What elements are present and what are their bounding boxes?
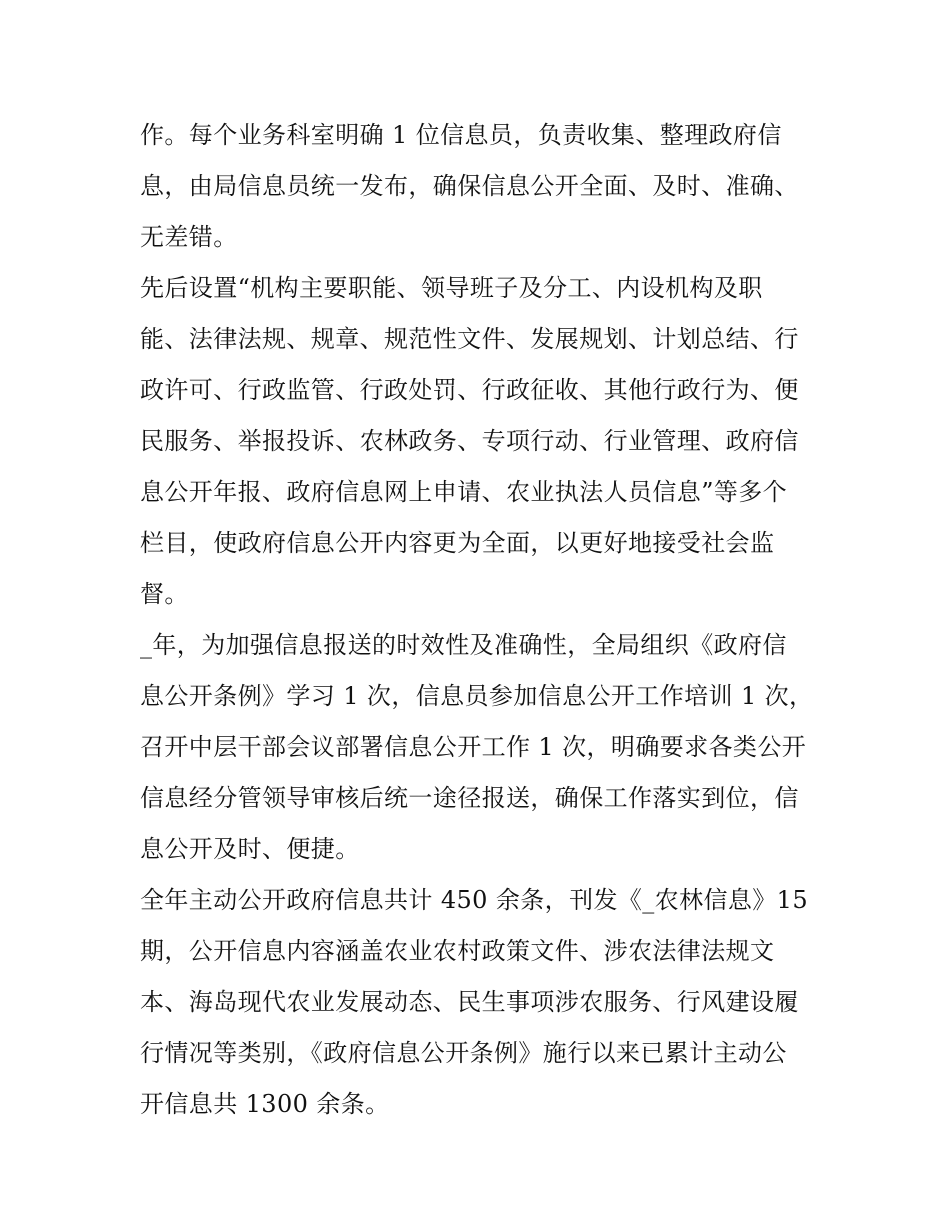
document-body [140,110,815,1130]
text-line: 息，由局信息员统一发布，确保信息公开全面、及时、准确、 [140,172,799,200]
text-line: 开信息共 1300 余条。 [140,1090,390,1118]
paragraph [140,263,815,620]
text-line: 期，公开信息内容涵盖农业农村政策文件、涉农法律法规文 [140,937,775,965]
paragraph [140,620,815,875]
paragraph [140,875,815,1130]
text-line: 无差错。 [140,223,238,251]
paragraph [140,110,815,263]
text-line: _年，为加强信息报送的时效性及准确性，全局组织《政府信 [140,631,787,659]
text-line: 行情况等类别，《政府信息公开条例》施行以来已累计主动公 [140,1039,787,1067]
text-line: 民服务、举报投诉、农林政务、专项行动、行业管理、政府信 [140,427,799,455]
text-line: 信息经分管领导审核后统一途径报送，确保工作落实到位，信 [140,784,799,812]
text-line: 栏目，使政府信息公开内容更为全面，以更好地接受社会监 [140,529,775,557]
text-line: 政许可、行政监管、行政处罚、行政征收、其他行政行为、便 [140,376,799,404]
text-line: 息公开及时、便捷。 [140,835,360,863]
text-line: 息公开年报、政府信息网上申请、农业执法人员信息”等多个 [140,478,788,506]
text-line: 作。每个业务科室明确 1 位信息员，负责收集、整理政府信 [140,121,782,149]
text-line: 召开中层干部会议部署信息公开工作 1 次，明确要求各类公开 [140,733,807,761]
text-line: 能、法律法规、规章、规范性文件、发展规划、计划总结、行 [140,325,799,353]
text-line: 先后设置“机构主要职能、领导班子及分工、内设机构及职 [140,274,763,302]
text-line: 全年主动公开政府信息共计 450 余条，刊发《_农林信息》15 [140,886,809,914]
text-line: 息公开条例》学习 1 次，信息员参加信息公开工作培训 1 次， [140,682,814,710]
text-line: 本、海岛现代农业发展动态、民生事项涉农服务、行风建设履 [140,988,799,1016]
text-line: 督。 [140,580,189,608]
